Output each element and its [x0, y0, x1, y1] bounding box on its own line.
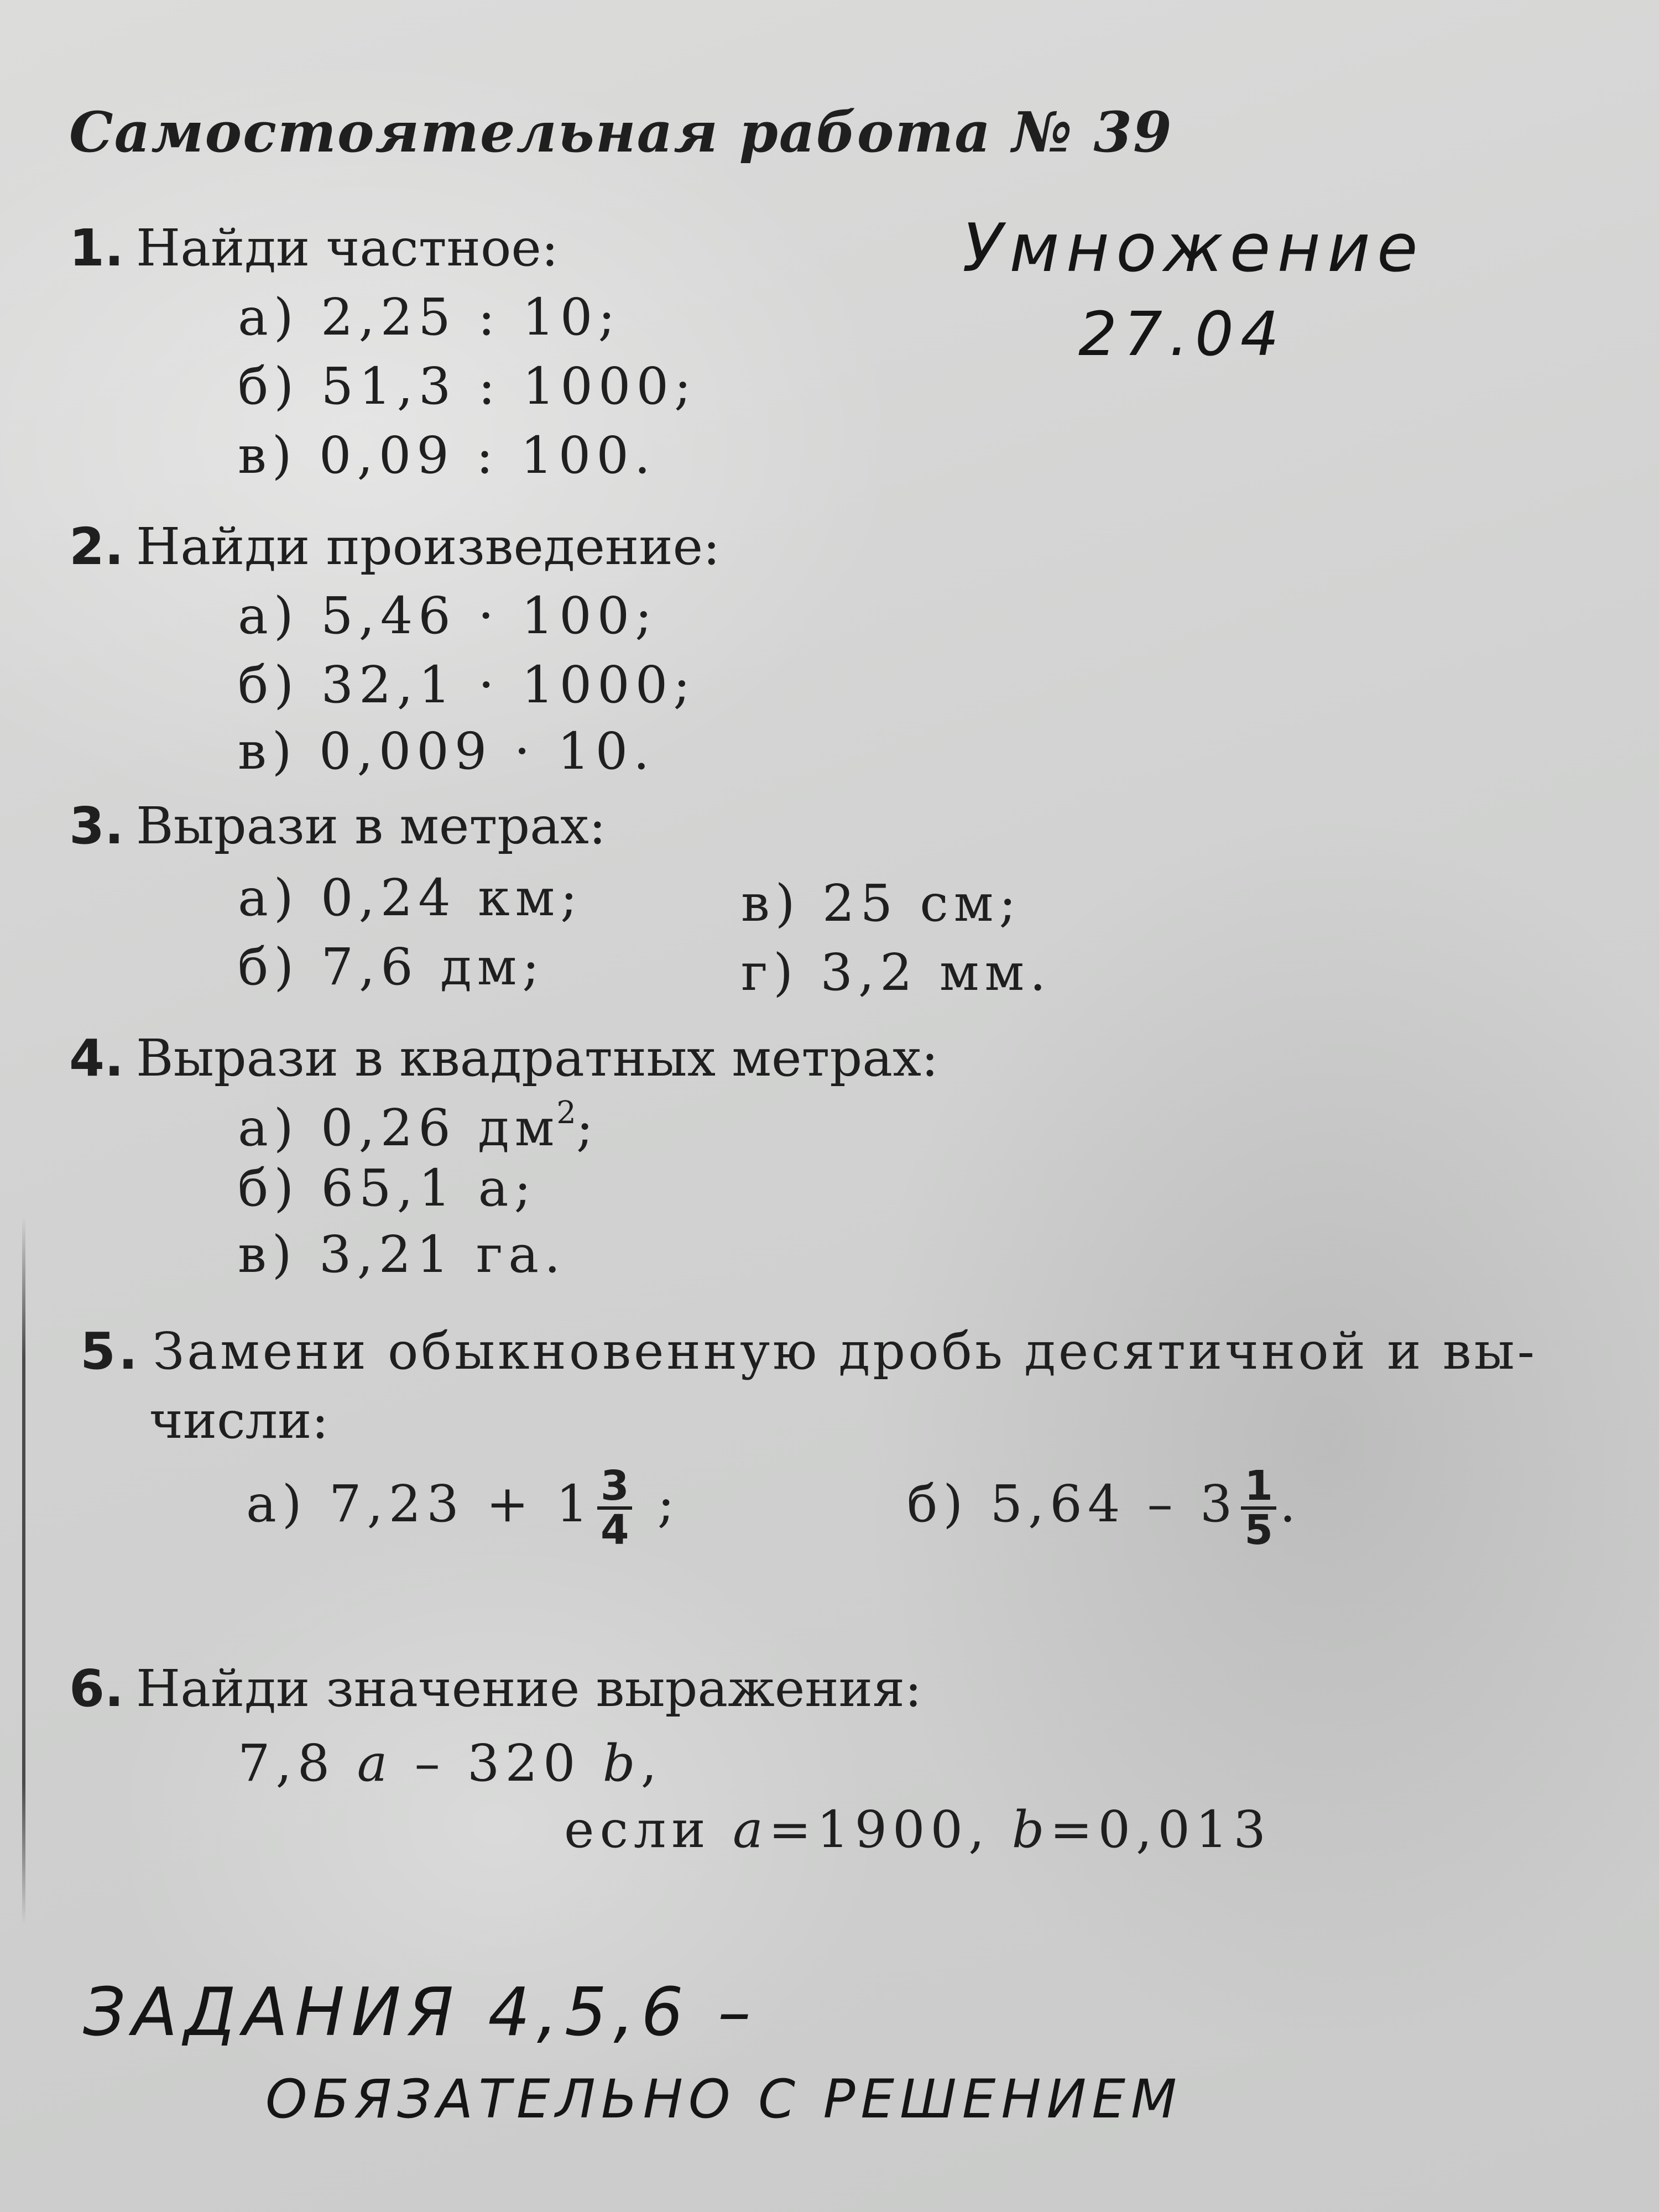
variable-b: b — [602, 1734, 641, 1793]
task-5-heading-line2: числи: — [149, 1391, 329, 1450]
task-title: Найди произведение: — [135, 517, 721, 576]
task-title: Вырази в квадратных метрах: — [135, 1029, 938, 1088]
task-1-item-a: а) 2,25 : 10; — [238, 288, 621, 347]
task-2-item-c: в) 0,009 · 10. — [238, 722, 655, 781]
task-number: 2. — [69, 517, 124, 576]
expr-part: – 320 — [393, 1734, 603, 1793]
denominator: 5 — [1244, 1506, 1273, 1554]
task-4-heading — [69, 1029, 938, 1088]
task-1-heading — [69, 218, 559, 278]
handwritten-date: 27.04 — [1078, 299, 1286, 369]
task-5-item-a — [246, 1462, 680, 1554]
task-number: 3. — [69, 796, 124, 855]
numerator: 3 — [597, 1465, 633, 1510]
page-edge — [22, 1217, 25, 1924]
exponent: 2 — [556, 1095, 576, 1131]
item-text: б) 5,64 – 3 — [907, 1474, 1238, 1533]
task-4-item-c: в) 3,21 га. — [238, 1225, 566, 1284]
variable-a: a — [732, 1800, 769, 1859]
task-5-heading-line1 — [80, 1322, 1537, 1381]
handwritten-note-line1: ЗАДАНИЯ 4,5,6 – — [83, 1974, 758, 2051]
task-4-item-b: б) 65,1 а; — [238, 1159, 537, 1218]
task-2-item-a: а) 5,46 · 100; — [238, 586, 658, 645]
task-5-item-b — [907, 1462, 1302, 1554]
task-6-expression — [238, 1734, 662, 1793]
task-3-heading — [69, 796, 606, 855]
task-title: Найди частное: — [135, 218, 559, 278]
variable-b: b — [1011, 1800, 1050, 1859]
task-title: Замени обыкновенную дробь десятичной и вы- — [152, 1322, 1537, 1381]
expr-part: , — [640, 1734, 662, 1793]
task-2-heading — [69, 517, 720, 576]
task-title: Найди значение выражения: — [135, 1659, 922, 1718]
item-text: а) 0,26 дм — [238, 1098, 560, 1157]
item-punct: . — [1279, 1474, 1302, 1533]
item-punct: ; — [635, 1474, 680, 1533]
numerator: 1 — [1241, 1465, 1276, 1510]
cond-part: =0,013 — [1050, 1800, 1271, 1859]
task-number: 5. — [80, 1322, 140, 1381]
task-6-heading — [69, 1659, 922, 1718]
fraction — [597, 1462, 633, 1554]
task-6-condition — [564, 1800, 1271, 1859]
task-3-item-a: а) 0,24 км; — [238, 868, 583, 927]
task-title: Вырази в метрах: — [135, 796, 606, 855]
task-number: 4. — [69, 1029, 124, 1088]
task-3-item-d: г) 3,2 мм. — [741, 943, 1052, 1002]
task-number: 6. — [69, 1659, 124, 1718]
cond-part: если — [564, 1800, 733, 1859]
expr-part: 7,8 — [238, 1734, 357, 1793]
handwritten-topic: Умножение — [962, 210, 1425, 287]
cond-part: =1900, — [768, 1800, 1012, 1859]
task-number: 1. — [69, 218, 124, 278]
task-4-item-a — [238, 1095, 599, 1157]
fraction — [1241, 1462, 1276, 1554]
task-1-item-c: в) 0,09 : 100. — [238, 426, 656, 485]
handwritten-note-line2: ОБЯЗАТЕЛЬНО С РЕШЕНИЕМ — [265, 2068, 1182, 2130]
task-1-item-b: б) 51,3 : 1000; — [238, 357, 697, 416]
task-2-item-b: б) 32,1 · 1000; — [238, 655, 696, 714]
item-punct: ; — [576, 1098, 599, 1157]
denominator: 4 — [600, 1506, 629, 1554]
variable-a: a — [357, 1734, 393, 1793]
task-3-item-c: в) 25 см; — [741, 874, 1022, 933]
worksheet-title: Самостоятельная работа № 39 — [69, 100, 1173, 165]
task-3-item-b: б) 7,6 дм; — [238, 937, 545, 997]
item-text: а) 7,23 + 1 — [246, 1474, 594, 1533]
